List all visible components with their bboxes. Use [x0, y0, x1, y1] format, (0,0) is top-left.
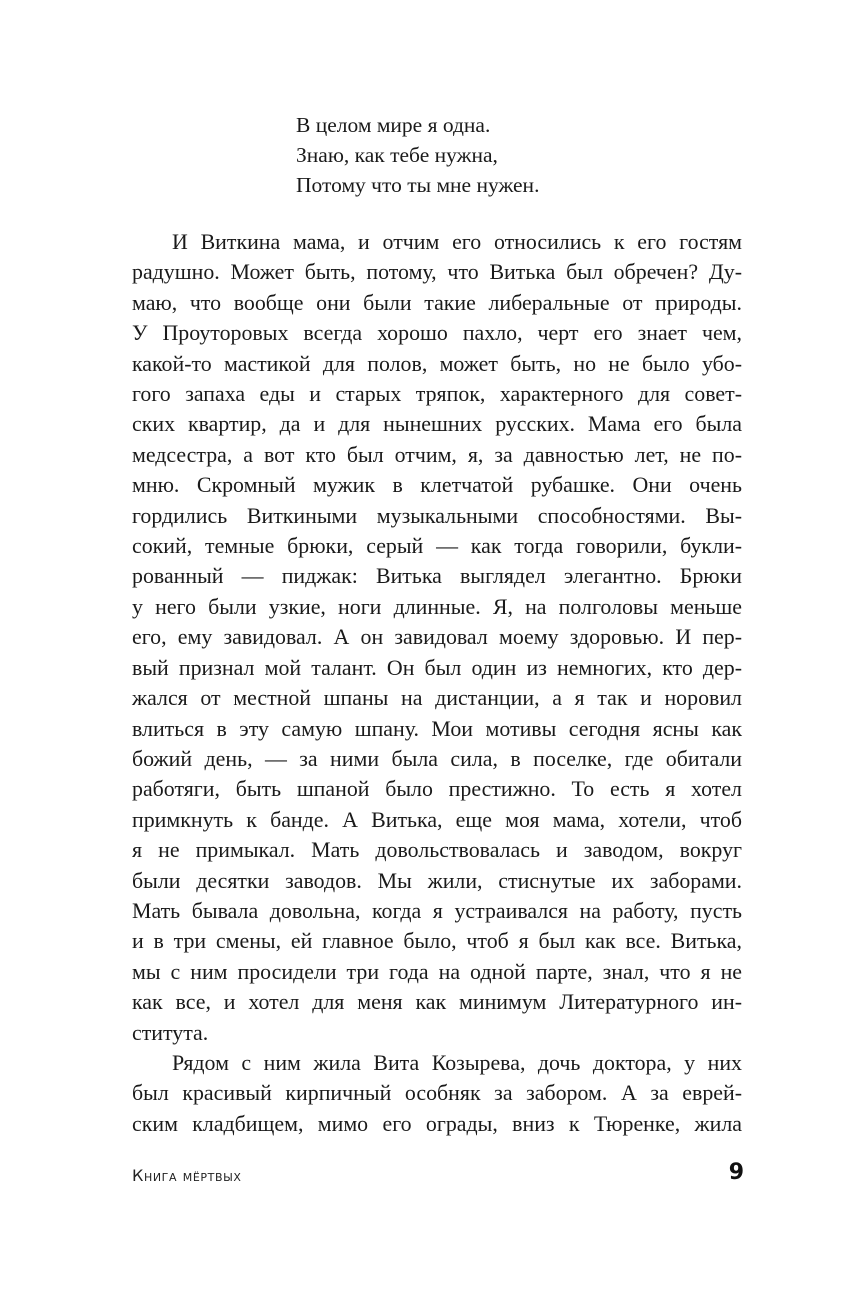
body-text [132, 227, 742, 1139]
text-line: У Проуторовых всегда хорошо пахло, черт его знает чем, [132, 320, 742, 346]
poem-line: Потому что ты мне нужен. [296, 173, 540, 197]
epigraph-poem [296, 110, 539, 200]
text-line: рованный — пиджак: Витька выглядел элегантно. Брюки [132, 563, 742, 589]
text-line: влиться в эту самую шпану. Мои мотивы сегодня ясны как [132, 715, 742, 741]
text-line: божий день, — за ними была сила, в поселке, где обитали [132, 745, 742, 771]
page-number: 9 [728, 1160, 744, 1185]
text-line: мню. Скромный мужик в клетчатой рубашке. Они очень [132, 472, 742, 498]
text-line: ститута. [132, 1019, 209, 1045]
text-line: был красивый кирпичный особняк за забором. А за еврей- [132, 1080, 742, 1106]
text-line: гого запаха еды и старых тряпок, характерного для совет- [132, 381, 742, 407]
text-line: его, ему завидовал. А он завидовал моему здоровью. И пер- [132, 624, 742, 650]
text-line: и в три смены, ей главное было, чтоб я был как все. Витька, [132, 928, 742, 954]
text-line: Рядом с ним жила Вита Козырева, дочь доктора, у них [172, 1049, 742, 1075]
text-line: вый признал мой талант. Он был один из немногих, кто дер- [132, 654, 742, 680]
text-line: я не примыкал. Мать довольствовалась и заводом, вокруг [132, 837, 742, 863]
text-line: гордились Виткиными музыкальными способностями. Вы- [132, 502, 742, 528]
text-line: медсестра, а вот кто был отчим, я, за давностью лет, не по- [132, 441, 742, 467]
paragraph [132, 1048, 742, 1139]
text-line: какой-то мастикой для полов, может быть, но не было убо- [132, 350, 742, 376]
text-line: у него были узкие, ноги длинные. Я, на полголовы меньше [132, 593, 742, 619]
text-line: маю, что вообще они были такие либеральные от природы. [132, 289, 742, 315]
text-line: как все, и хотел для меня как минимум Литературного ин- [132, 989, 742, 1015]
text-line: мы с ним просидели три года на одной парте, знал, что я не [132, 958, 742, 984]
text-line: работяги, быть шпаной было престижно. То есть я хотел [132, 776, 742, 802]
text-line: Мать бывала довольна, когда я устраивался на работу, пусть [132, 897, 742, 923]
text-line: ских квартир, да и для нынешних русских. Мама его была [132, 411, 742, 437]
text-line: радушно. Может быть, потому, что Витька был обречен? Ду- [132, 259, 742, 285]
text-line: примкнуть к банде. А Витька, еще моя мама, хотели, чтоб [132, 806, 742, 832]
text-line: были десятки заводов. Мы жили, стиснутые их заборами. [132, 867, 742, 893]
text-line: И Виткина мама, и отчим его относились к его гостям [172, 229, 742, 254]
poem-line: В целом мире я одна. [296, 113, 491, 137]
text-line: сокий, темные брюки, серый — как тогда говорили, букли- [132, 533, 742, 559]
running-title: Книга мёртвых [132, 1166, 242, 1185]
poem-line: Знаю, как тебе нужна, [296, 143, 498, 167]
text-line: ским кладбищем, мимо его ограды, вниз к Тюренке, жила [132, 1110, 742, 1136]
paragraph [132, 227, 742, 1048]
text-line: жался от местной шпаны на дистанции, а я так и норовил [132, 685, 742, 711]
